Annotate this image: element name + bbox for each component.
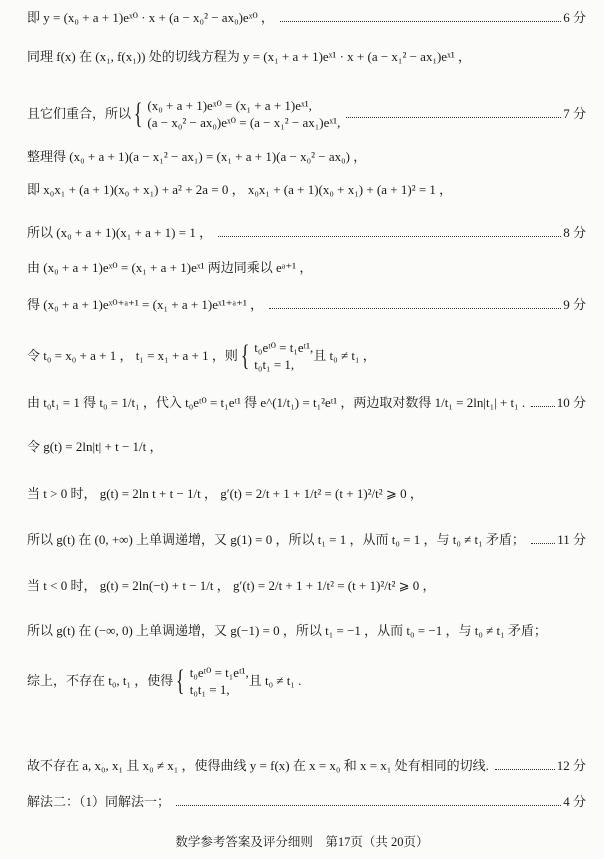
solution-line — [27, 623, 586, 639]
solution-line — [27, 794, 586, 810]
dot-leader — [531, 533, 555, 544]
solution-line — [27, 439, 586, 455]
line-text: 当 t < 0 时， g(t) = 2ln(−t) + t − 1/t ， g′(t) = 2/t + 1 + 1/t² = (t + 1)²/t² ⩾ 0 ， — [27, 578, 436, 593]
solution-line — [27, 10, 586, 26]
brace-symbol: { — [133, 97, 143, 130]
dot-leader — [495, 759, 555, 770]
score-label: 11 分 — [557, 532, 586, 547]
solution-line — [27, 758, 586, 774]
dot-leader — [218, 226, 561, 237]
system-equation: (x₀ + a + 1)eˣ⁰ = (x₁ + a + 1)eˣ¹, — [147, 98, 312, 113]
system-equation: (a − x₀² − ax₀)eˣ⁰ = (a − x₁² − ax₁)eˣ¹, — [147, 115, 341, 130]
line-text: 由 (x₀ + a + 1)eˣ⁰ = (x₁ + a + 1)eˣ¹ 两边同乘以 eᵃ⁺¹ ， — [27, 260, 313, 275]
solution-line — [27, 182, 586, 198]
line-text: 所以 (x₀ + a + 1)(x₁ + a + 1) = 1 ， — [27, 225, 213, 240]
score-label: 12 分 — [556, 758, 586, 773]
solution-line — [27, 486, 586, 502]
equation-system — [173, 664, 248, 698]
solution-line — [27, 97, 586, 131]
line-text: 故不存在 a, x₀, x₁ 且 x₀ ≠ x₁ ，使得曲线 y = f(x) 在 x = x₀ 和 x = x₁ 处有相同的切线. — [27, 758, 489, 773]
dot-leader — [346, 107, 561, 118]
equation-system — [131, 97, 340, 131]
dot-leader — [280, 11, 561, 22]
line-text: 当 t > 0 时， g(t) = 2ln t + t − 1/t ， g′(t) = 2/t + 1 + 1/t² = (t + 1)²/t² ⩾ 0 ， — [27, 486, 423, 501]
line-text: 即 y = (x₀ + a + 1)eˣ⁰ · x + (a − x₀² − ax₀)eˣ⁰ ， — [27, 10, 274, 25]
brace-symbol: { — [240, 339, 250, 372]
solution-line — [27, 49, 586, 65]
line-text: 综上，不存在 t₀, t₁ ，使得 — [27, 673, 174, 688]
score-label: 6 分 — [563, 10, 586, 25]
system-equation: t₀t₁ = 1, — [189, 682, 230, 697]
solution-line — [27, 532, 586, 548]
solution-line — [27, 149, 586, 165]
dot-leader — [176, 795, 561, 806]
score-label: 10 分 — [556, 395, 586, 410]
system-equation: t₀t₁ = 1, — [254, 357, 295, 372]
solution-line — [27, 297, 586, 313]
system-equation: t₀eᵗ⁰ = t₁eᵗ¹, — [189, 665, 249, 680]
score-label: 7 分 — [563, 106, 586, 121]
solution-line — [27, 664, 586, 698]
solution-line — [27, 339, 586, 373]
page-footer: 数学参考答案及评分细则 第17页（共 20页） — [175, 835, 429, 849]
line-text: 所以 g(t) 在 (−∞, 0) 上单调递增，又 g(−1) = 0 ，所以 t₁ = −1 ，从而 t₀ = −1 ，与 t₀ ≠ t₁ 矛盾； — [27, 623, 547, 638]
solution-line — [27, 225, 586, 241]
line-text: 即 x₀x₁ + (a + 1)(x₀ + x₁) + a² + 2a = 0 ， x₀x₁ + (a + 1)(x₀ + x₁) + (a + 1)² = 1 ， — [27, 182, 453, 197]
system-equation: t₀eᵗ⁰ = t₁eᵗ¹, — [254, 340, 314, 355]
line-text: 所以 g(t) 在 (0, +∞) 上单调递增，又 g(1) = 0 ，所以 t₁ = 1 ，从而 t₀ = 1 ，与 t₀ ≠ t₁ 矛盾； — [27, 532, 525, 547]
line-text: 令 t₀ = x₀ + a + 1 ， t₁ = x₁ + a + 1 ，则 — [27, 348, 238, 363]
solution-line — [27, 260, 586, 276]
solution-line — [27, 395, 586, 411]
line-text: 且它们重合，所以 — [27, 106, 132, 121]
line-text: 令 g(t) = 2ln|t| + t − 1/t ， — [27, 439, 163, 454]
dot-leader — [269, 298, 561, 309]
line-text-after: 且 t₀ ≠ t₁ ， — [313, 348, 376, 363]
score-label: 4 分 — [563, 794, 586, 809]
line-text: 同理 f(x) 在 (x₁, f(x₁)) 处的切线方程为 y = (x₁ + a + 1)eˣ¹ · x + (a − x₁² − ax₁)eˣ¹ ， — [27, 49, 471, 64]
score-label: 9 分 — [563, 297, 586, 312]
line-text: 解法二：（1）同解法一； — [27, 794, 171, 809]
equation-system — [238, 339, 313, 373]
dot-leader — [531, 396, 555, 407]
solution-line — [27, 578, 586, 594]
score-label: 8 分 — [563, 225, 586, 240]
line-text: 得 (x₀ + a + 1)eˣ⁰⁺ᵃ⁺¹ = (x₁ + a + 1)eˣ¹⁺ᵃ⁺¹ ， — [27, 297, 264, 312]
line-text-after: 且 t₀ ≠ t₁ . — [248, 673, 302, 688]
line-text: 由 t₀t₁ = 1 得 t₀ = 1/t₁ ，代入 t₀eᵗ⁰ = t₁eᵗ¹ 得 e^(1/t₁) = t₁²eᵗ¹ ，两边取对数得 1/t₁ = 2ln|t₁| + t₁ . — [27, 395, 526, 410]
line-text: 整理得 (x₀ + a + 1)(a − x₁² − ax₁) = (x₁ + a + 1)(a − x₀² − ax₀) ， — [27, 149, 367, 164]
brace-symbol: { — [176, 664, 185, 697]
